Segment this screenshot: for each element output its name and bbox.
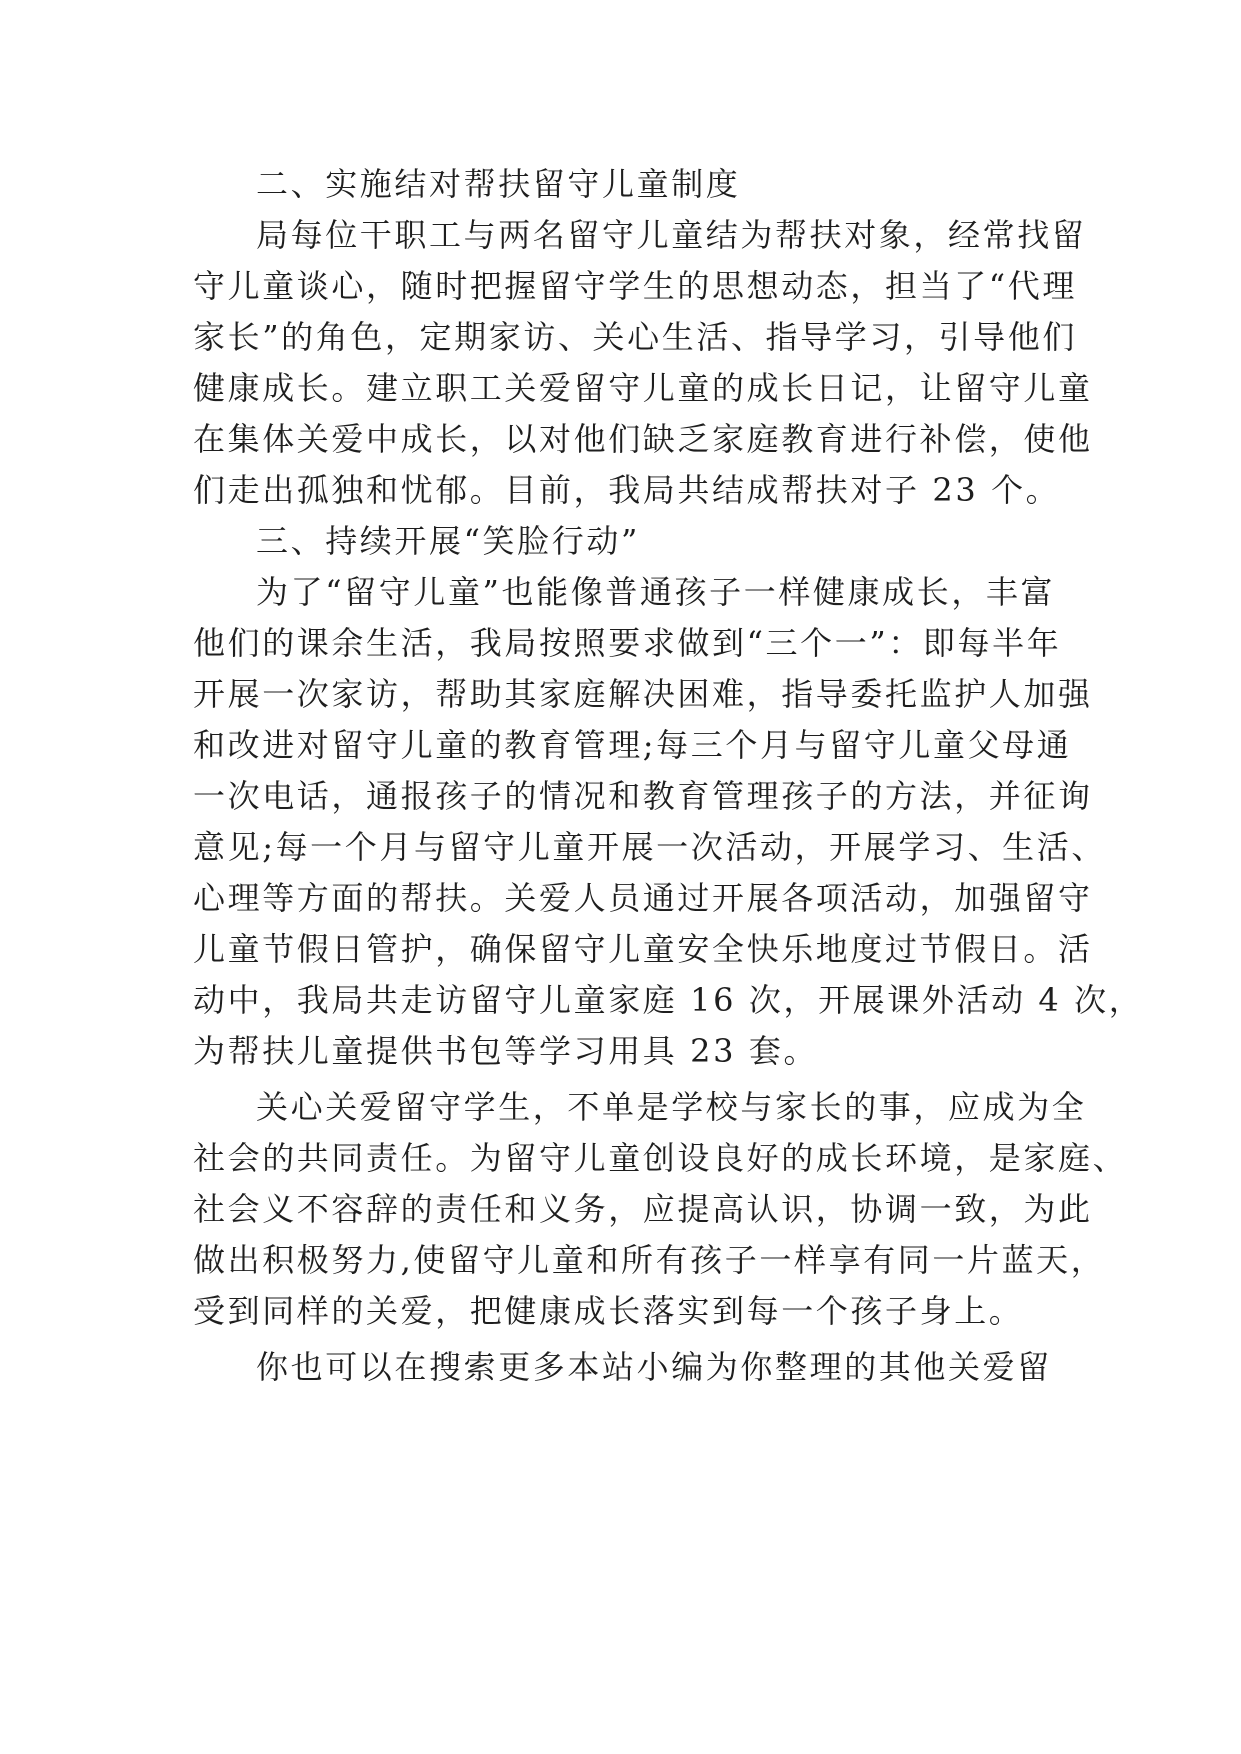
paragraph-line: 意见;每一个月与留守儿童开展一次活动，开展学习、生活、 [193, 828, 1106, 866]
paragraph-line: 受到同样的关爱，把健康成长落实到每一个孩子身上。 [193, 1292, 1024, 1330]
paragraph-line: 社会的共同责任。为留守儿童创设良好的成长环境，是家庭、 [193, 1139, 1128, 1177]
paragraph-line: 做出积极努力,使留守儿童和所有孩子一样享有同一片蓝天， [193, 1241, 1106, 1279]
section-heading-2: 二、实施结对帮扶留守儿童制度 [256, 165, 741, 203]
paragraph-line: 他们的课余生活，我局按照要求做到“三个一”：即每半年 [193, 624, 1062, 662]
paragraph-line: 关心关爱留守学生，不单是学校与家长的事，应成为全 [256, 1088, 1087, 1126]
paragraph-line: 局每位干职工与两名留守儿童结为帮扶对象，经常找留 [256, 216, 1087, 254]
paragraph-line: 们走出孤独和忧郁。目前，我局共结成帮扶对子 23 个。 [193, 471, 1061, 509]
paragraph-line: 家长”的角色，定期家访、关心生活、指导学习，引导他们 [193, 318, 1077, 356]
paragraph-line: 守儿童谈心，随时把握留守学生的思想动态，担当了“代理 [193, 267, 1077, 305]
paragraph-line: 一次电话，通报孩子的情况和教育管理孩子的方法，并征询 [193, 777, 1093, 815]
paragraph-line: 儿童节假日管护，确保留守儿童安全快乐地度过节假日。活 [193, 930, 1093, 968]
paragraph-line: 和改进对留守儿童的教育管理;每三个月与留守儿童父母通 [193, 726, 1072, 764]
paragraph-line: 社会义不容辞的责任和义务，应提高认识，协调一致，为此 [193, 1190, 1093, 1228]
section-heading-3: 三、持续开展“笑脸行动” [256, 522, 640, 560]
paragraph-line: 为帮扶儿童提供书包等学习用具 23 套。 [193, 1032, 819, 1070]
paragraph-line: 心理等方面的帮扶。关爱人员通过开展各项活动，加强留守 [193, 879, 1093, 917]
paragraph-line: 动中，我局共走访留守儿童家庭 16 次，开展课外活动 4 次， [193, 981, 1144, 1019]
paragraph-line: 为了“留守儿童”也能像普通孩子一样健康成长，丰富 [256, 573, 1056, 611]
paragraph-line: 你也可以在搜索更多本站小编为你整理的其他关爱留 [256, 1348, 1052, 1386]
paragraph-line: 开展一次家访，帮助其家庭解决困难，指导委托监护人加强 [193, 675, 1093, 713]
paragraph-line: 在集体关爱中成长，以对他们缺乏家庭教育进行补偿，使他 [193, 420, 1093, 458]
paragraph-line: 健康成长。建立职工关爱留守儿童的成长日记，让留守儿童 [193, 369, 1093, 407]
